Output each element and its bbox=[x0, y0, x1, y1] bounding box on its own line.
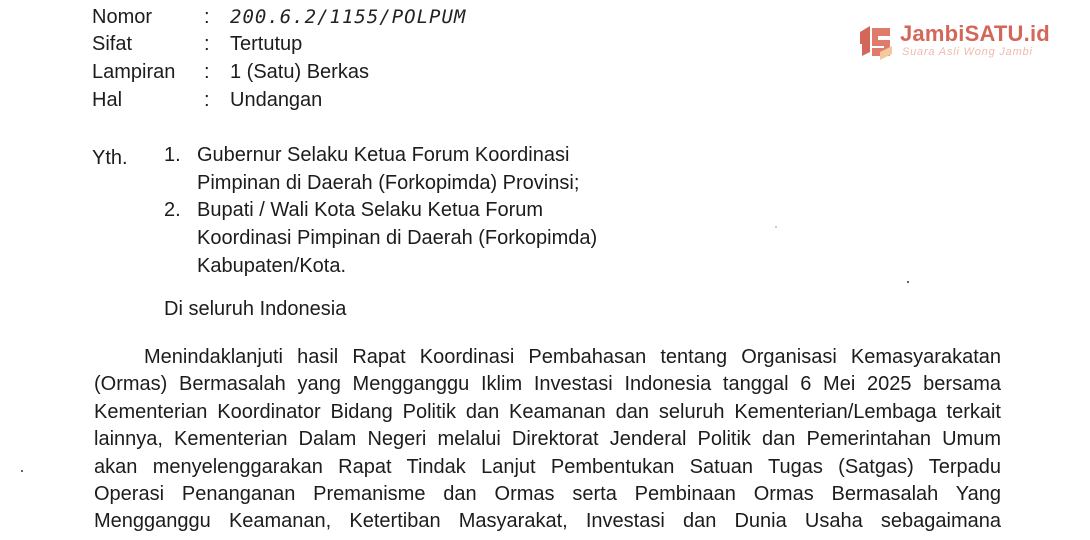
watermark-logo bbox=[856, 20, 1071, 64]
meta-colon: : bbox=[204, 33, 210, 55]
recipient-line: Bupati / Wali Kota Selaku Ketua Forum bbox=[197, 199, 544, 221]
meta-colon: : bbox=[204, 61, 210, 83]
body-line: (Ormas) Bermasalah yang Mengganggu Iklim Investasi Indonesia tanggal 6 Mei 2025 bersama bbox=[94, 373, 1001, 396]
recipient-line: Koordinasi Pimpinan di Daerah (Forkopimda) bbox=[197, 227, 598, 249]
body-line: Mengganggu Keamanan, Ketertiban Masyarakat, Investasi dan Dunia Usaha sebagaimana bbox=[94, 510, 1001, 533]
meta-colon: : bbox=[204, 89, 210, 111]
meta-value: Undangan bbox=[230, 89, 323, 111]
meta-label: Lampiran bbox=[92, 61, 176, 83]
meta-label: Nomor bbox=[92, 6, 153, 28]
salutation: Yth. bbox=[92, 147, 128, 169]
scan-speck bbox=[21, 470, 23, 472]
meta-value: 1 (Satu) Berkas bbox=[230, 61, 369, 83]
meta-label: Hal bbox=[92, 89, 123, 111]
meta-colon: : bbox=[204, 6, 210, 28]
recipient-location: Di seluruh Indonesia bbox=[164, 298, 347, 320]
body-line: akan menyelenggarakan Rapat Tindak Lanjut Pembentukan Satuan Tugas (Satgas) Terpadu bbox=[94, 455, 1001, 478]
meta-value: Tertutup bbox=[230, 33, 303, 55]
meta-value-handwritten: 200.6.2/1155/POLPUM bbox=[230, 6, 467, 28]
jambisatu-logo-icon bbox=[856, 22, 894, 60]
body-line: lainnya, Kementerian Dalam Negeri melalui Direktorat Jenderal Politik dan Pemerintahan Umum bbox=[94, 428, 1001, 451]
scan-speck bbox=[775, 226, 777, 228]
meta-label: Sifat bbox=[92, 33, 133, 55]
watermark-tagline: Suara Asli Wong Jambi bbox=[902, 46, 1033, 58]
body-line: Menindaklanjuti hasil Rapat Koordinasi Pembahasan tentang Organisasi Kemasyarakatan bbox=[144, 346, 1001, 368]
recipient-number: 1. bbox=[164, 144, 181, 166]
watermark-name: JambiSATU.id bbox=[900, 21, 1050, 46]
recipient-line: Kabupaten/Kota. bbox=[197, 255, 347, 277]
body-line: Operasi Penanganan Premanisme dan Ormas serta Pembinaan Ormas Bermasalah Yang bbox=[94, 482, 1001, 505]
recipient-number: 2. bbox=[164, 199, 181, 221]
body-line: Kementerian Koordinator Bidang Politik dan Keamanan dan seluruh Kementerian/Lembaga terkait bbox=[94, 400, 1001, 423]
recipient-line: Pimpinan di Daerah (Forkopimda) Provinsi; bbox=[197, 172, 580, 194]
recipient-line: Gubernur Selaku Ketua Forum Koordinasi bbox=[197, 144, 570, 166]
body-paragraph bbox=[94, 344, 1001, 536]
scan-speck bbox=[907, 281, 909, 283]
